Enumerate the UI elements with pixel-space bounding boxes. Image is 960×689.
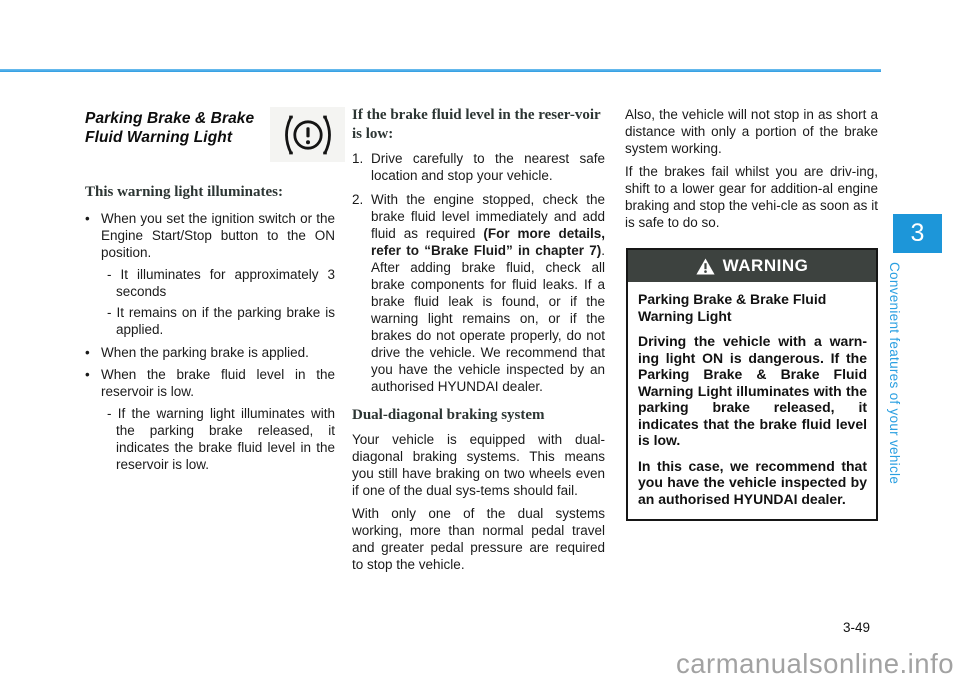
paragraph: Your vehicle is equipped with dual-diagonal braking systems. This means you still have braking on two wheels even if one of the dual sys-tems should fail. [352,432,605,498]
warning-body-title: Parking Brake & Brake Fluid Warning Light [638,291,827,324]
step-number: 2. [352,192,364,207]
warning-paragraph: Driving the vehicle with a warn-ing light ON is dangerous. If the Parking Brake & Brake Fluid Warning Light illuminates with the parking brake released, it indicates that the brake fluid level is low. [638,333,867,448]
bullet-marker: • [85,211,90,226]
top-divider-rule [0,69,881,72]
sub-bullet: - If the warning light illuminates with the parking brake released, it indicates the brake fluid level in the reservoir is low. [107,406,335,472]
brake-warning-icon-svg [277,112,339,158]
warning-title: WARNING [722,256,809,275]
right-column [625,106,878,237]
bullet-item [85,210,335,261]
bullet-marker: • [85,345,90,360]
sub-bullet: - It illuminates for approximately 3 seconds [107,267,335,299]
step-text [371,191,605,395]
warning-box [626,248,878,521]
paragraph: If the brakes fail whilst you are driv-ing, shift to a lower gear for addition-al engine braking and stop the vehi-cle as soon as it is safe to do so. [625,164,878,230]
middle-column [352,106,605,579]
left-section-heading: This warning light illuminates: [85,184,283,200]
chapter-tab [893,214,942,253]
brake-warning-icon [270,107,345,162]
paragraph: With only one of the dual systems working, more than normal pedal travel and greater pedal pressure are required to stop the vehicle. [352,506,605,572]
sub-bullet: - It remains on if the parking brake is applied. [107,305,335,337]
watermark: carmanualsonline.info [676,648,955,679]
chapter-number: 3 [910,219,925,247]
step-text-post: . After adding brake fluid, check all brake components for fluid leaks. If a brake fluid leak is found, or if the warning light remains on, or if the brakes do not operate properly, do not drive the vehicle. We recommend that you have the vehicle inspected by an authorised HYUNDAI dealer. [371,243,605,394]
page-number: 3-49 [843,620,871,635]
bullet-text: When you set the ignition switch or the Engine Start/Stop button to the ON position. [101,211,335,260]
warning-paragraph: In this case, we recommend that you have the vehicle inspected by an authorised HYUNDAI dealer. [638,457,867,507]
bullet-item [85,344,335,361]
step-text-pre: With the engine stopped, check the brake fluid level immediately and add fluid as required [371,192,605,241]
step-text: Drive carefully to the nearest safe location and stop your vehicle. [371,151,605,183]
middle-section-heading: If the brake fluid level in the reser-voir is low: [352,107,601,142]
numbered-step [352,191,605,395]
article-title-line1: Parking Brake & Brake [85,110,255,127]
article-title [85,109,270,147]
left-column [85,183,335,473]
warning-body [628,282,876,519]
subsection-heading: Dual-diagonal braking system [352,407,545,423]
article-title-line2: Fluid Warning Light [85,129,233,146]
bullet-item [85,366,335,400]
warning-header [628,250,876,282]
step-number: 1. [352,151,364,166]
bullet-marker: • [85,367,90,382]
bullet-text: When the brake fluid level in the reservoir is low. [101,367,335,399]
paragraph: Also, the vehicle will not stop in as short a distance with only a portion of the brake system working. [625,107,878,156]
chapter-label: Convenient features of your vehicle [887,262,902,485]
bullet-text: When the parking brake is applied. [101,345,309,360]
numbered-step [352,150,605,184]
warning-triangle-icon [696,258,715,275]
step-text-bold: (For more details, refer to “Brake Fluid” in chapter 7) [371,226,605,258]
